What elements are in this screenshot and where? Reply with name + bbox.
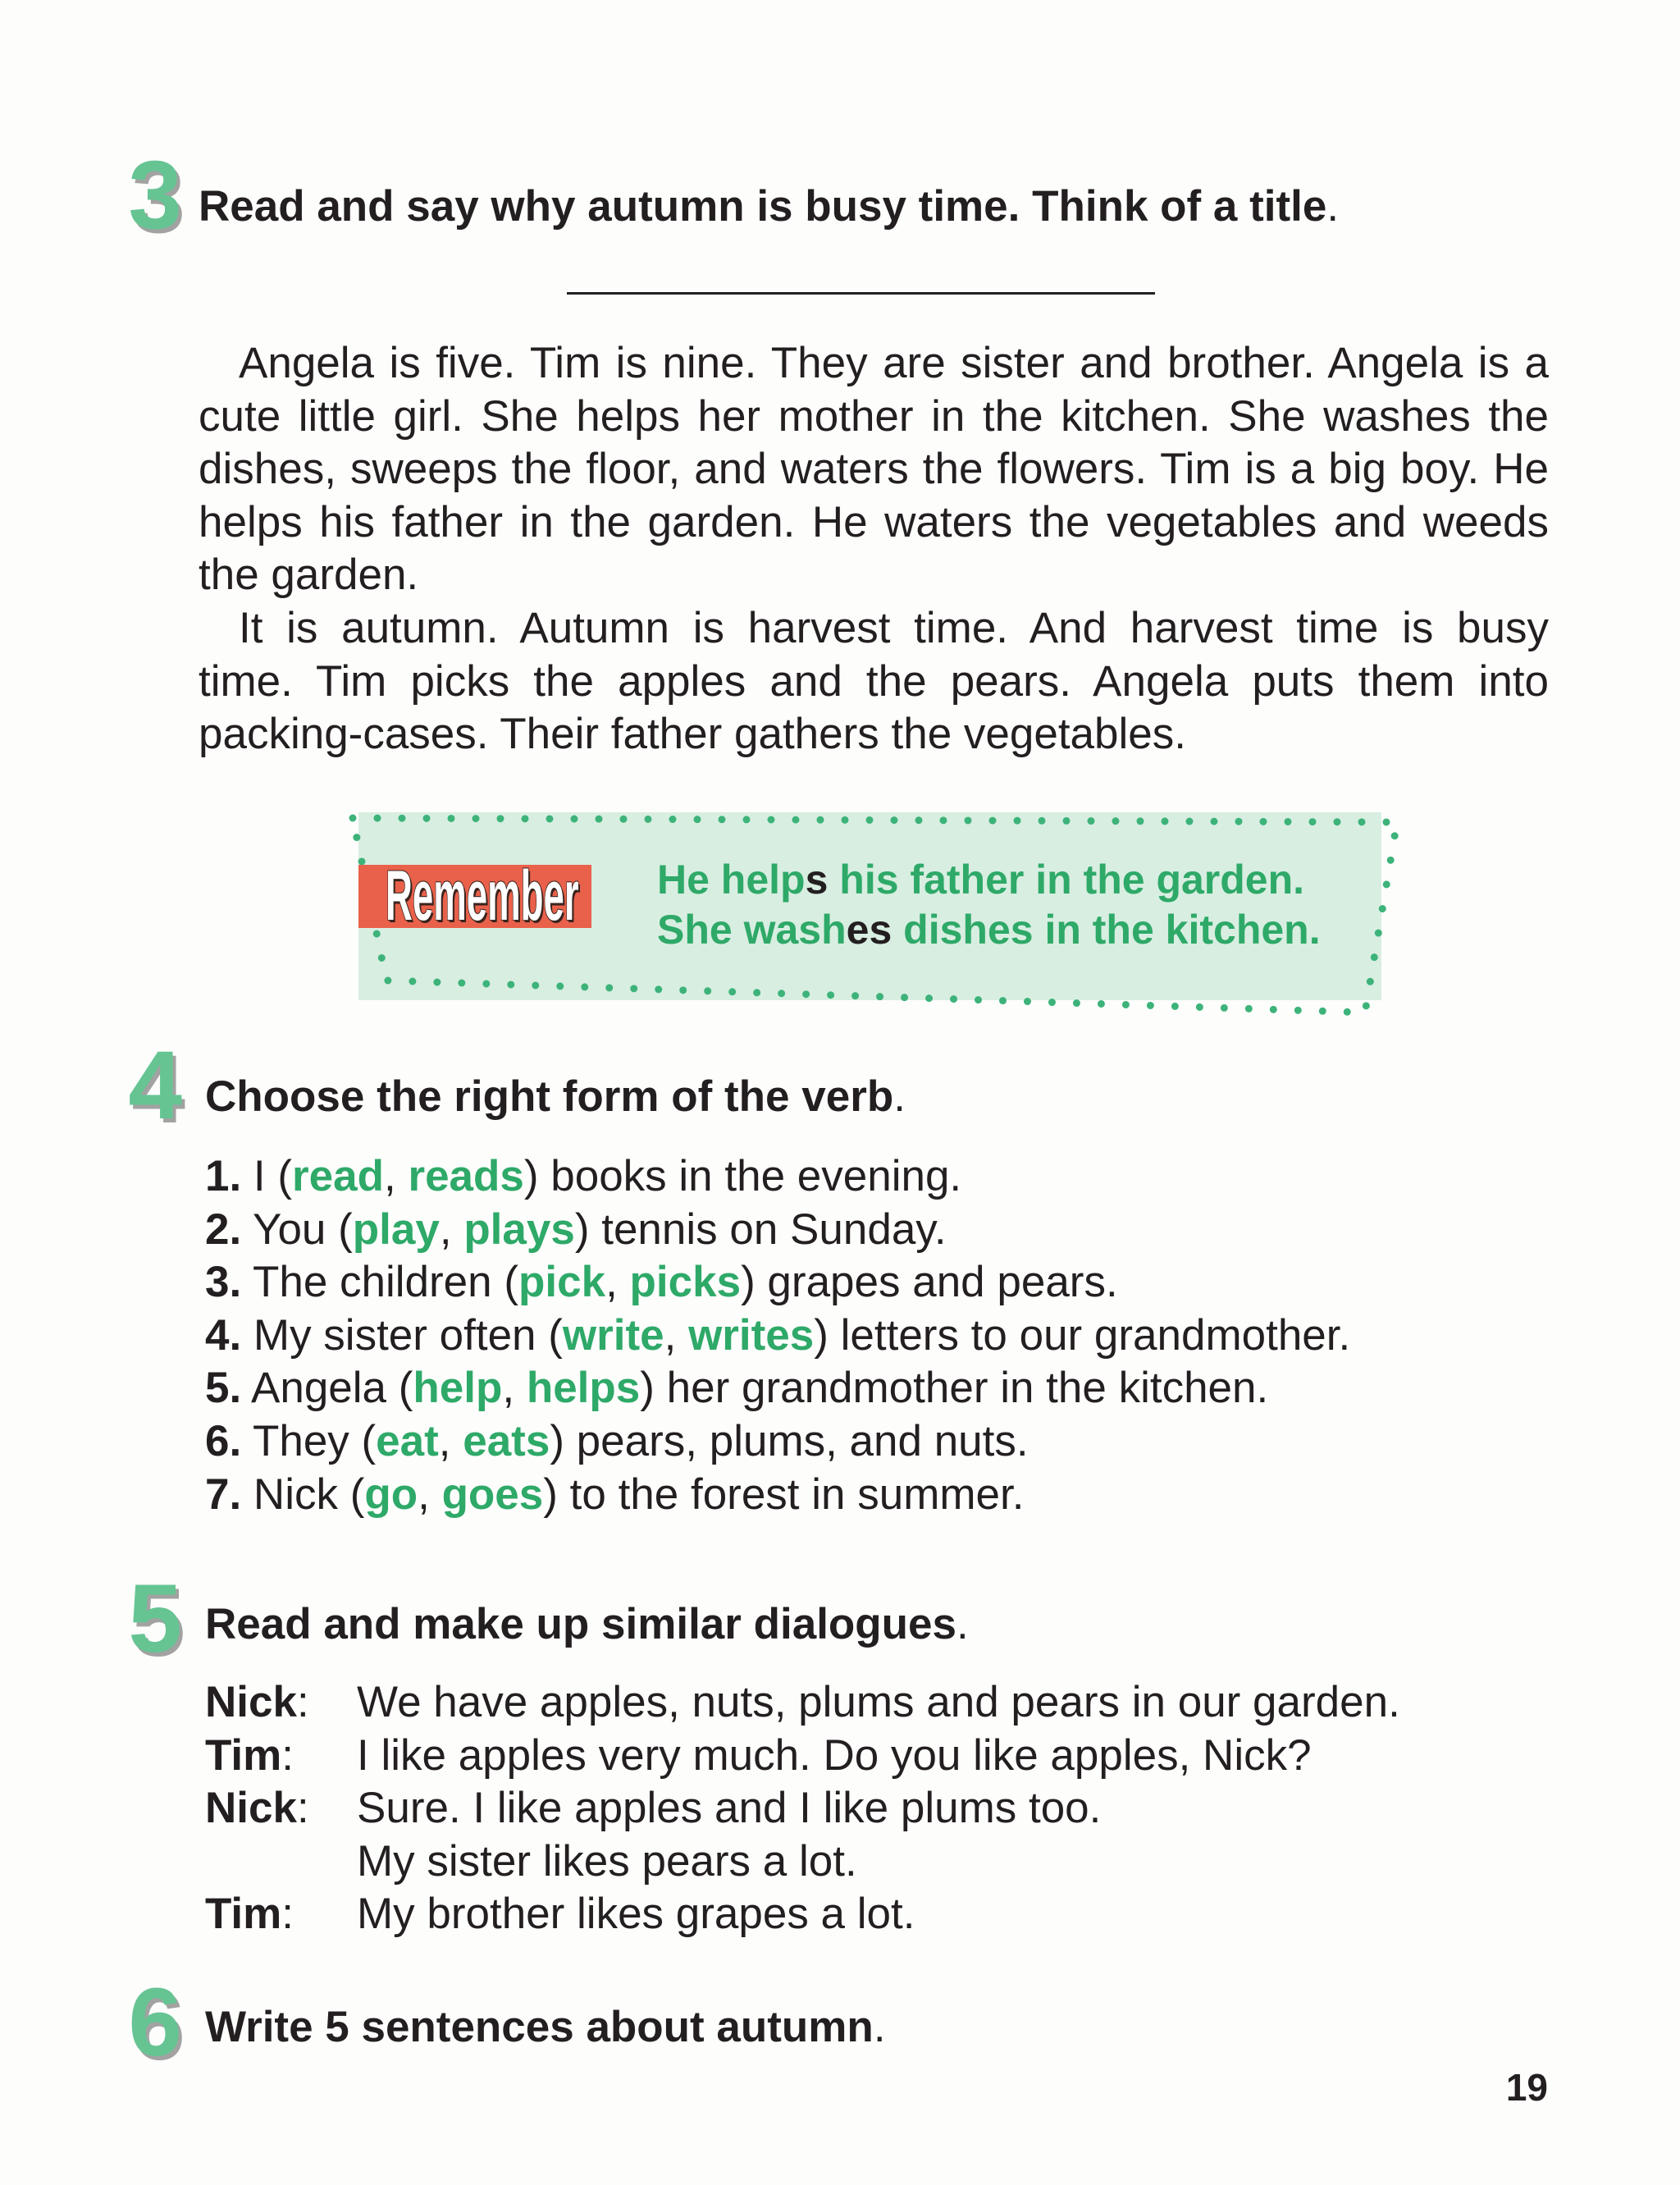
remember-label-text: Remember [386,857,579,935]
story-line: time. Tim picks the apples and the pears. Angela puts them into [199,656,1549,706]
verb-option-base: eat [376,1416,439,1465]
exercise-5-heading-period: . [956,1600,969,1648]
dialogue-line [205,1676,1400,1730]
speaker-name: Nick [205,1784,297,1833]
item-number: 7. [205,1470,242,1519]
item-text-before: My sister often ( [241,1310,563,1360]
speaker [205,1676,357,1730]
exercise-4-heading [205,1071,906,1123]
exercise-4-list [205,1150,1350,1521]
item-number: 5. [205,1364,242,1413]
remember-rule [657,855,1321,905]
speaker [205,1730,357,1783]
item-text-after: ) to the forest in summer. [543,1470,1025,1519]
exercise-3-heading-period: . [1326,182,1340,231]
story-line: It is autumn. Autumn is harvest time. And harvest time is busy [239,603,1549,652]
story-line: dishes, sweeps the floor, and waters the flowers. Tim is a big boy. He [199,445,1549,494]
item-text-after: ) pears, plums, and nuts. [550,1416,1029,1465]
story-line: the garden. [199,551,419,600]
speaker-colon: : [281,1730,294,1780]
remember-label [358,857,591,935]
exercise-6-heading-period: . [873,2003,886,2051]
verb-option-base: read [292,1152,384,1200]
verb-option-s-form: writes [688,1310,815,1360]
dialogue-text: My sister likes pears a lot. [357,1836,857,1886]
item-text-after: ) letters to our grandmother. [814,1310,1351,1360]
item-text-after: ) grapes and pears. [741,1258,1118,1307]
exercise-6-number: 6 [128,1968,182,2077]
exercise-4-heading-text: Choose the right form of the verb [205,1072,894,1121]
item-text-after: ) books in the evening. [523,1152,962,1200]
exercise-3-number: 3 [128,141,182,249]
exercise-4-number: 4 [128,1031,182,1140]
verb-option-s-form: eats [463,1416,550,1465]
story-line: packing-cases. Their father gathers the vegetables. [199,710,1186,759]
option-separator: , [502,1364,527,1413]
item-number: 1. [205,1152,242,1200]
rule-stem: She wash [657,907,847,953]
rule-rest: his father in the garden. [828,857,1305,903]
option-separator: , [438,1416,463,1465]
item-text-after: ) her grandmother in the kitchen. [640,1364,1269,1413]
dialogue-text: We have apples, nuts, plums and pears in our garden. [357,1678,1400,1726]
exercise-4-heading-period: . [893,1072,906,1121]
speaker [205,1782,357,1835]
dialogue-line [205,1835,1400,1889]
dialogue-text: Sure. I like apples and I like plums too. [357,1784,1102,1833]
option-separator: , [605,1258,630,1307]
item-text-before: I ( [241,1152,293,1200]
list-item [205,1256,1350,1310]
item-text-before: Angela ( [241,1364,413,1413]
dialogue-line [205,1782,1400,1835]
list-item [205,1150,1350,1204]
exercise-3-heading-text: Read and say why autumn is busy time. Think of a title [199,182,1327,231]
exercise-5-dialogue [205,1676,1400,1941]
verb-option-s-form: picks [629,1258,742,1307]
speaker-colon: : [296,1784,309,1833]
remember-rules [657,855,1321,955]
dialogue-text: I like apples very much. Do you like apples, Nick? [357,1730,1312,1780]
verb-option-base: play [352,1204,440,1254]
list-item [205,1415,1350,1469]
verb-option-base: pick [518,1258,606,1307]
item-text-before: The children ( [241,1258,519,1307]
speaker-name: Tim [205,1730,282,1780]
rule-rest: dishes in the kitchen. [892,907,1321,953]
rule-ending: s [805,857,829,903]
option-separator: , [418,1470,442,1519]
item-text-before: They ( [241,1416,377,1465]
exercise-3-heading [199,181,1339,233]
exercise-5-number: 5 [128,1565,182,1673]
story-text [199,337,1549,761]
option-separator: , [664,1310,689,1360]
item-number: 3. [205,1258,242,1307]
dialogue-line [205,1730,1400,1783]
remember-rule [657,905,1321,955]
verb-option-s-form: reads [408,1152,524,1200]
verb-option-s-form: plays [463,1204,575,1254]
title-blank-line [567,292,1155,295]
story-line: helps his father in the garden. He waters the vegetables and weeds [199,497,1549,546]
verb-option-base: help [413,1364,503,1413]
list-item [205,1362,1350,1415]
dialogue-text: My brother likes grapes a lot. [357,1890,915,1939]
story-line: Angela is five. Tim is nine. They are sister and brother. Angela is a [239,339,1549,387]
dialogue-line [205,1888,1400,1941]
verb-option-s-form: goes [441,1470,544,1519]
speaker-colon: : [281,1890,294,1939]
speaker-name: Nick [205,1678,297,1726]
verb-option-base: go [364,1470,418,1519]
speaker [205,1888,357,1941]
item-text-before: Nick ( [241,1470,365,1519]
exercise-6-heading-text: Write 5 sentences about autumn [205,2003,874,2051]
option-separator: , [383,1152,409,1200]
exercise-5-heading [205,1598,969,1651]
list-item [205,1204,1350,1257]
exercise-5-heading-text: Read and make up similar dialogues [205,1600,957,1648]
page-number: 19 [1505,2066,1548,2109]
rule-stem: He help [657,857,806,903]
story-line: cute little girl. She helps her mother in the kitchen. She washes the [199,391,1549,441]
item-number: 4. [205,1310,242,1360]
list-item [205,1469,1350,1522]
list-item [205,1310,1350,1363]
speaker-name: Tim [205,1890,282,1939]
item-number: 6. [205,1416,242,1465]
item-number: 2. [205,1204,242,1254]
verb-option-base: write [562,1310,664,1360]
verb-option-s-form: helps [526,1364,641,1413]
item-text-after: ) tennis on Sunday. [574,1204,947,1254]
rule-ending: es [846,907,892,953]
option-separator: , [439,1204,464,1254]
item-text-before: You ( [241,1204,353,1254]
speaker-colon: : [296,1678,309,1726]
exercise-6-heading [205,2001,886,2054]
